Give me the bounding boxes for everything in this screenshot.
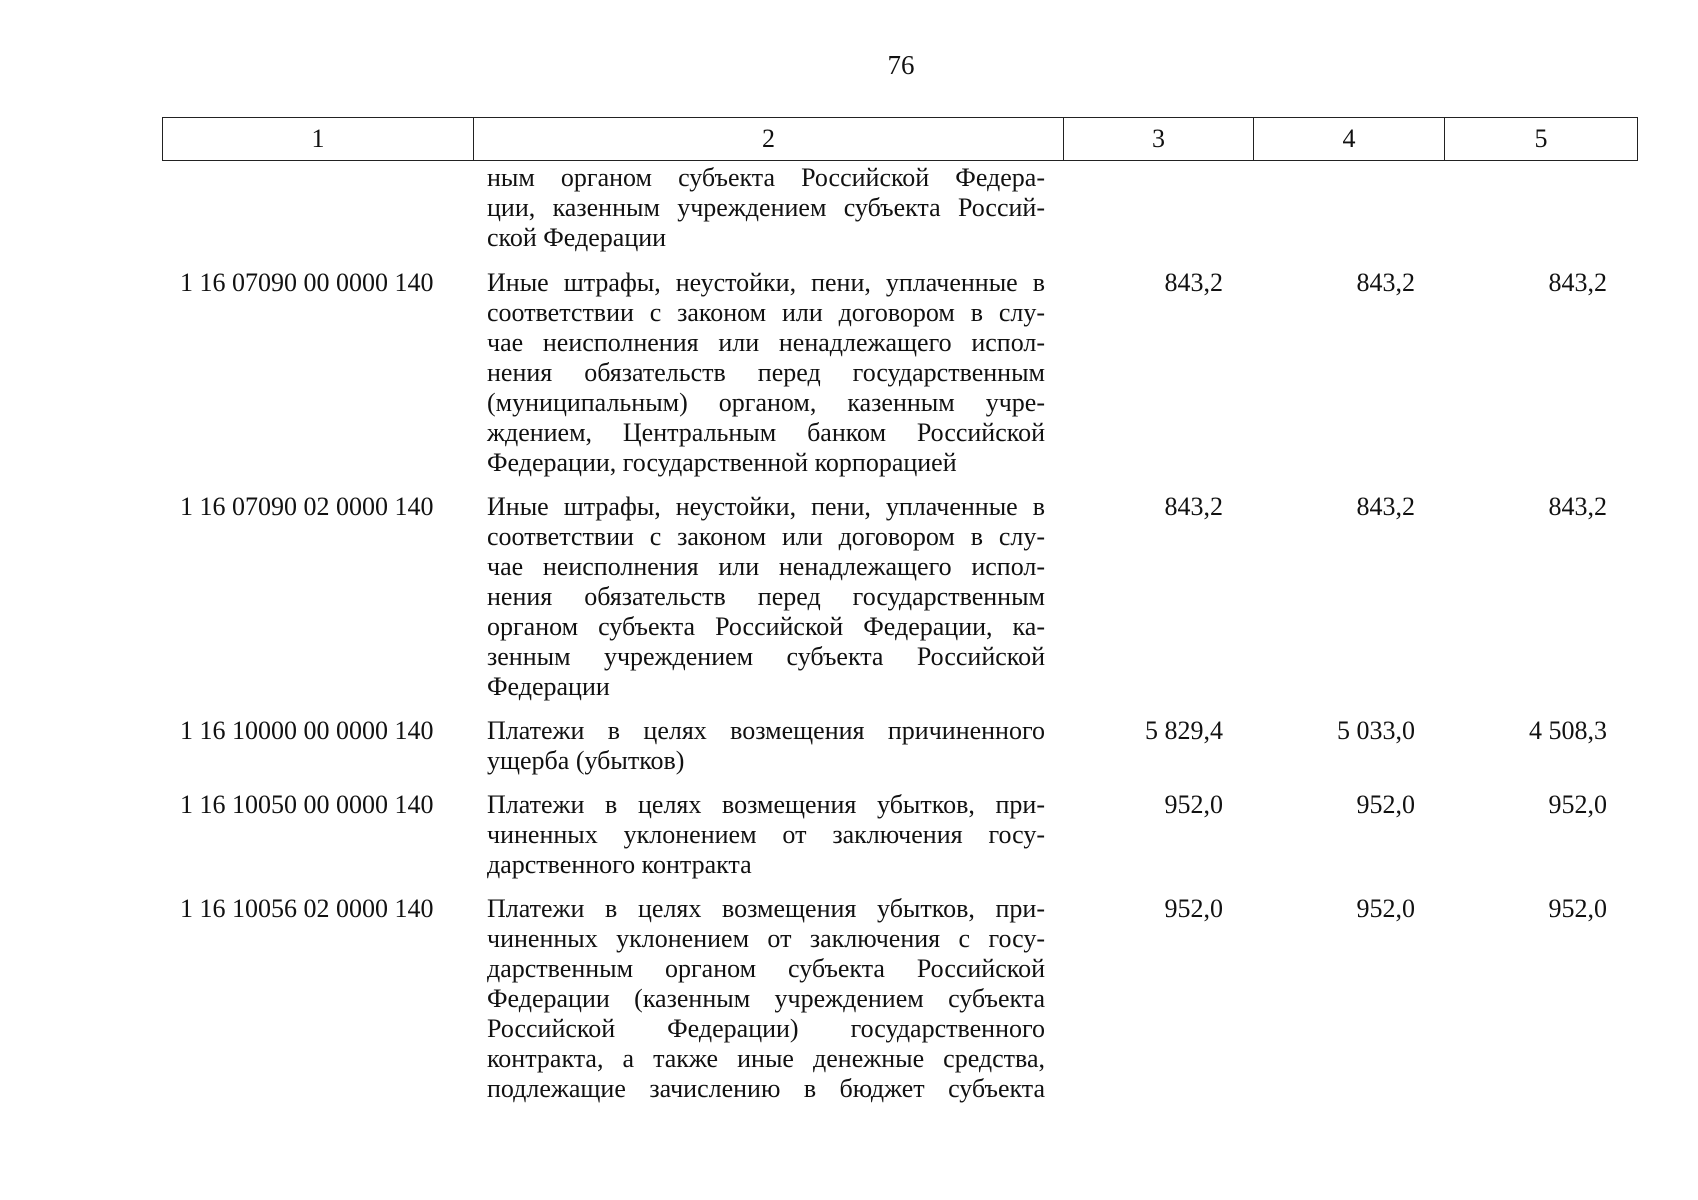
description-line: Иные штрафы, неустойки, пени, уплаченные в [487,492,1045,521]
page-number: 76 [887,50,915,80]
row-code: 1 16 07090 00 0000 140 [180,268,434,297]
row-value-4: 5 033,0 [1337,716,1415,745]
row-code: 1 16 10050 00 0000 140 [180,790,434,819]
header-col-3: 3 [1064,118,1254,161]
description-line: нения обязательств перед государственным [487,358,1045,387]
row-description [463,268,1045,478]
row-description [463,716,1045,776]
row-description [463,894,1045,1104]
table-row [162,492,1637,702]
description-line: нения обязательств перед государственным [487,582,1045,611]
header-col-4: 4 [1254,118,1445,161]
description-line: Российской Федерации) государственного [487,1014,1045,1043]
row-value-3: 952,0 [1164,790,1223,819]
table-row [162,790,1637,880]
row-value-3: 843,2 [1164,492,1223,521]
description-line: Федерации (казенным учреждением субъекта [487,984,1045,1013]
description-line: Федерации [487,672,610,701]
description-line: чае неисполнения или ненадлежащего испол- [487,552,1045,581]
description-line: ным органом субъекта Российской Федера- [487,163,1045,192]
row-description [463,163,1045,253]
row-value-3: 5 829,4 [1145,716,1223,745]
row-value-4: 843,2 [1356,492,1415,521]
row-description [463,790,1045,880]
row-value-4: 843,2 [1356,268,1415,297]
description-line: Платежи в целях возмещения причиненного [487,716,1045,745]
row-value-5: 952,0 [1548,894,1607,923]
row-value-3: 843,2 [1164,268,1223,297]
description-line: чае неисполнения или ненадлежащего испол- [487,328,1045,357]
table-row [162,163,1637,253]
header-col-5: 5 [1445,118,1638,161]
header-col-2: 2 [474,118,1064,161]
description-line: соответствии с законом или договором в слу- [487,298,1045,327]
description-line: чиненных уклонением от заключения с госу- [487,924,1045,953]
row-code: 1 16 07090 02 0000 140 [180,492,434,521]
description-line: Иные штрафы, неустойки, пени, уплаченные в [487,268,1045,297]
description-line: подлежащие зачислению в бюджет субъекта [487,1074,1045,1103]
description-line: Федерации, государственной корпорацией [487,448,957,477]
description-line: ущерба (убытков) [487,746,685,775]
description-line: дарственного контракта [487,850,752,879]
description-line: контракта, а также иные денежные средства, [487,1044,1045,1073]
row-value-5: 952,0 [1548,790,1607,819]
table-row [162,716,1637,776]
table-header [162,117,1638,161]
table-row [162,268,1637,478]
row-value-4: 952,0 [1356,790,1415,819]
row-code: 1 16 10056 02 0000 140 [180,894,434,923]
header-col-1: 1 [163,118,474,161]
row-value-4: 952,0 [1356,894,1415,923]
description-line: ции, казенным учреждением субъекта Россий- [487,193,1045,222]
row-value-5: 843,2 [1548,268,1607,297]
description-line: дарственным органом субъекта Российской [487,954,1045,983]
description-line: (муниципальным) органом, казенным учре- [487,388,1045,417]
description-line: ской Федерации [487,223,667,252]
description-line: Платежи в целях возмещения убытков, при- [487,894,1045,923]
row-description [463,492,1045,702]
row-value-3: 952,0 [1164,894,1223,923]
row-value-5: 4 508,3 [1529,716,1607,745]
row-code: 1 16 10000 00 0000 140 [180,716,434,745]
table-row [162,894,1637,1104]
description-line: ждением, Центральным банком Российской [487,418,1045,447]
table-body [162,163,1637,1118]
description-line: зенным учреждением субъекта Российской [487,642,1045,671]
description-line: органом субъекта Российской Федерации, ка- [487,612,1045,641]
description-line: соответствии с законом или договором в слу- [487,522,1045,551]
description-line: чиненных уклонением от заключения госу- [487,820,1045,849]
row-value-5: 843,2 [1548,492,1607,521]
description-line: Платежи в целях возмещения убытков, при- [487,790,1045,819]
